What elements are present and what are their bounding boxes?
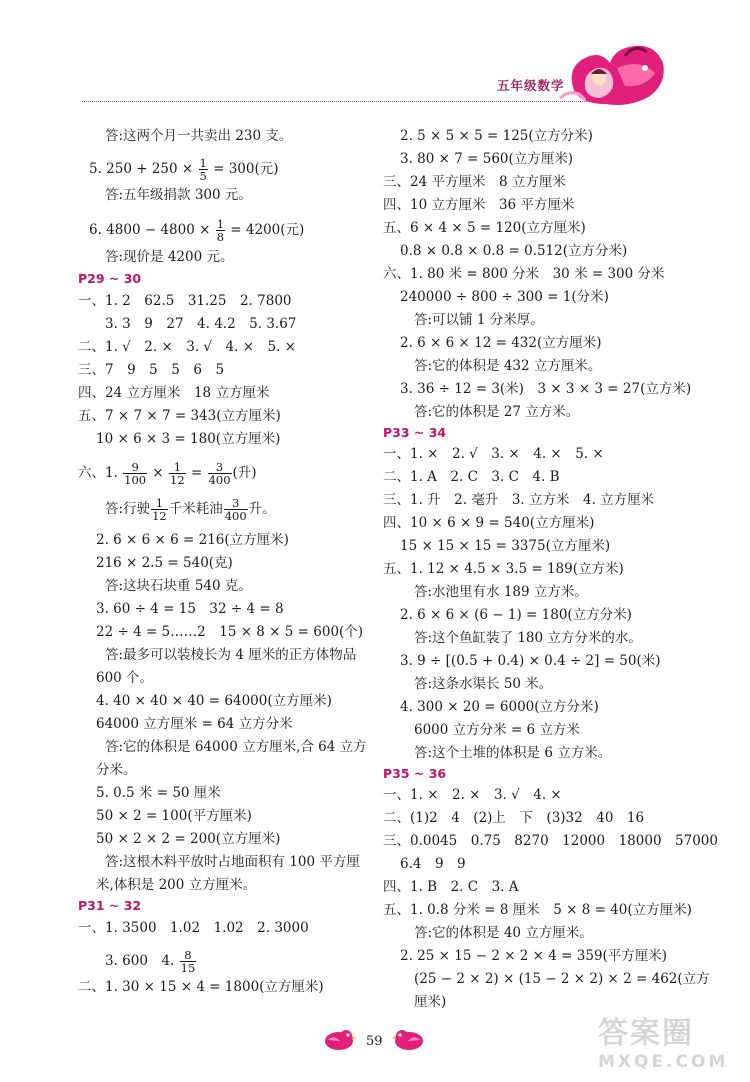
page-number: 59 bbox=[366, 1034, 383, 1049]
watermark-logo-text: 答案圈 bbox=[598, 1016, 694, 1051]
fraction-numerator: 1 bbox=[216, 217, 225, 231]
answer-text: 分米。 bbox=[96, 762, 137, 778]
answer-line bbox=[414, 994, 446, 1010]
fraction-denominator: 400 bbox=[208, 473, 231, 487]
fraction bbox=[151, 497, 168, 522]
answer-text: = bbox=[186, 465, 207, 481]
header-divider bbox=[82, 101, 587, 102]
fraction-numerator: 1 bbox=[199, 156, 207, 170]
watermark bbox=[598, 1016, 738, 1078]
answer-line bbox=[383, 833, 718, 849]
answer-line bbox=[89, 157, 279, 182]
answer-line bbox=[96, 808, 252, 824]
fraction-denominator: 100 bbox=[124, 473, 147, 487]
answer-text: 五、7 × 7 × 7 = 343(立方厘米) bbox=[78, 408, 281, 424]
answer-text: 3. 80 × 7 = 560(立方厘米) bbox=[400, 151, 574, 167]
answer-text: 22 ÷ 4 = 5……2 15 × 8 × 5 = 600(个) bbox=[96, 624, 364, 640]
answer-line bbox=[96, 693, 332, 709]
answer-text: 2. 5 × 5 × 5 = 125(立方分米) bbox=[400, 128, 593, 144]
fraction bbox=[169, 461, 186, 486]
answer-text: 5. 250 + 250 × bbox=[89, 161, 198, 177]
answer-text: 216 × 2.5 = 540(克) bbox=[96, 555, 233, 571]
answer-text: 六、1. bbox=[78, 465, 123, 481]
section-heading bbox=[78, 271, 141, 287]
answer-text: 一、1. 2 62.5 31.25 2. 7800 bbox=[78, 293, 292, 309]
section-heading bbox=[383, 766, 446, 782]
fraction bbox=[224, 497, 248, 522]
answer-line bbox=[414, 925, 593, 941]
answer-text: 2. 25 × 15 − 2 × 2 × 4 = 359(平方厘米) bbox=[400, 948, 668, 964]
answer-line bbox=[400, 128, 593, 144]
answer-text: 米,体积是 200 立方厘米。 bbox=[96, 877, 257, 893]
answer-line bbox=[96, 624, 363, 640]
answer-text: 三、1. 升 2. 毫升 3. 立方米 4. 立方厘米 bbox=[383, 492, 655, 508]
answer-text: 三、0.0045 0.75 8270 12000 18000 57000 bbox=[383, 833, 718, 849]
answer-text: 3. 60 ÷ 4 = 15 32 ÷ 4 = 8 bbox=[96, 601, 284, 617]
answer-text: 6000 立方分米 = 6 立方米 bbox=[414, 722, 580, 738]
answer-text: 三、7 9 5 5 6 5 bbox=[78, 362, 225, 378]
answer-text: = 300(元) bbox=[208, 161, 279, 177]
answer-line bbox=[78, 979, 324, 995]
answer-line bbox=[96, 831, 280, 847]
fraction-denominator: 12 bbox=[152, 509, 167, 523]
answer-text: 5. 0.5 米 = 50 厘米 bbox=[96, 785, 221, 801]
answer-line bbox=[78, 920, 309, 936]
answer-text: 五、6 × 4 × 5 = 120(立方厘米) bbox=[383, 220, 586, 236]
answer-line bbox=[414, 358, 601, 374]
answer-text: 10 × 6 × 3 = 180(立方厘米) bbox=[96, 431, 281, 447]
answer-text: = 4200(元) bbox=[226, 222, 305, 238]
answer-text: 0.8 × 0.8 × 0.8 = 0.512(立方分米) bbox=[400, 243, 628, 259]
fraction-numerator: 3 bbox=[224, 497, 248, 510]
answer-line bbox=[383, 469, 560, 485]
answer-line bbox=[96, 716, 293, 732]
answer-text: 一、1. 3500 1.02 1.02 2. 3000 bbox=[78, 920, 309, 936]
answer-text: 答:它的体积是 432 立方厘米。 bbox=[414, 358, 602, 374]
answer-text: 一、1. × 2. √ 3. × 4. × 5. × bbox=[383, 446, 604, 462]
answer-text: 三、24 平方厘米 8 立方厘米 bbox=[383, 174, 566, 190]
answer-text: 答:这根木料平放时占地面积有 100 平方厘 bbox=[105, 854, 360, 870]
answer-line bbox=[96, 601, 284, 617]
answer-text: (25 − 2 × 2) × (15 − 2 × 2) × 2 = 462(立方 bbox=[414, 971, 710, 987]
answer-text: 答:这块石块重 540 克。 bbox=[105, 578, 252, 594]
answer-line bbox=[414, 584, 588, 600]
answer-text: 二、(1)2 4 (2)上 下 (3)32 40 16 bbox=[383, 810, 645, 826]
answer-text: 4. 300 × 20 = 6000(立方分米) bbox=[400, 699, 599, 715]
answer-text: 答:水池里有水 189 立方米。 bbox=[414, 584, 588, 600]
fraction-numerator: 3 bbox=[208, 461, 232, 474]
answer-line bbox=[105, 316, 296, 332]
answer-text: 四、10 × 6 × 9 = 540(立方厘米) bbox=[383, 515, 595, 531]
answer-text: P35 ~ 36 bbox=[383, 766, 447, 781]
answer-line bbox=[414, 971, 710, 987]
fraction-denominator: 5 bbox=[199, 169, 207, 183]
answer-text: 50 × 2 = 100(平方厘米) bbox=[96, 808, 252, 824]
answer-text: 6. 4800 − 4800 × bbox=[89, 222, 215, 238]
answer-text: 答:这个土堆的体积是 6 立方米。 bbox=[414, 745, 612, 761]
answer-line bbox=[383, 197, 574, 213]
answer-line bbox=[383, 492, 654, 508]
answer-text: 二、1. √ 2. × 3. √ 4. × 5. × bbox=[78, 339, 296, 355]
answer-line bbox=[383, 810, 644, 826]
answer-line bbox=[383, 902, 692, 918]
answer-line bbox=[383, 174, 566, 190]
answer-line bbox=[78, 385, 269, 401]
answer-line bbox=[400, 653, 661, 669]
answer-text: 厘米) bbox=[414, 994, 447, 1010]
answer-text: 升。 bbox=[248, 501, 276, 517]
answer-line bbox=[400, 243, 627, 259]
fraction bbox=[208, 461, 232, 486]
answer-line bbox=[105, 739, 367, 755]
answer-line bbox=[414, 745, 611, 761]
answer-text: P33 ~ 34 bbox=[383, 425, 447, 440]
answer-line bbox=[105, 128, 292, 144]
answer-text: 答:这个鱼缸装了 180 立方分米的水。 bbox=[414, 630, 642, 646]
watermark-domain: MXQE.COM bbox=[598, 1052, 729, 1072]
answer-text: 答:它的体积是 64000 立方厘米,合 64 立方 bbox=[105, 739, 367, 755]
fraction-numerator: 1 bbox=[151, 497, 168, 510]
answer-line bbox=[96, 532, 289, 548]
answer-text: 答:它的体积是 40 立方厘米。 bbox=[414, 925, 593, 941]
answer-text: 答:可以铺 1 分米厚。 bbox=[414, 312, 544, 328]
answer-line bbox=[105, 647, 356, 663]
answer-text: 二、1. A 2. C 3. C 4. B bbox=[383, 469, 560, 485]
fraction bbox=[180, 949, 197, 974]
answer-text: 答:行驶 bbox=[105, 501, 151, 517]
answer-text: 64000 立方厘米 = 64 立方分米 bbox=[96, 716, 293, 732]
answer-text: 4. 40 × 40 × 40 = 64000(立方厘米) bbox=[96, 693, 332, 709]
answer-line bbox=[105, 497, 276, 522]
answer-text: P29 ~ 30 bbox=[78, 271, 142, 286]
answer-line bbox=[96, 431, 280, 447]
bird-left-icon bbox=[322, 1026, 356, 1052]
answer-line bbox=[383, 787, 562, 803]
answer-text: 五、1. 0.8 分米 = 8 厘米 5 × 8 = 40(立方厘米) bbox=[383, 902, 692, 918]
answer-line bbox=[96, 555, 233, 571]
answer-line bbox=[383, 266, 665, 282]
answer-line bbox=[78, 362, 224, 378]
answer-text: 四、1. B 2. C 3. A bbox=[383, 879, 519, 895]
answer-line bbox=[383, 220, 586, 236]
fraction-numerator: 9 bbox=[123, 461, 147, 474]
answer-text: 四、10 立方厘米 36 平方厘米 bbox=[383, 197, 575, 213]
answer-text: 答:它的体积是 27 立方米。 bbox=[414, 404, 580, 420]
answer-text: 五、1. 12 × 4.5 × 3.5 = 189(立方米) bbox=[383, 561, 624, 577]
answer-text: 2. 6 × 6 × 12 = 432(立方厘米) bbox=[400, 335, 602, 351]
answer-text: 四、24 立方厘米 18 立方厘米 bbox=[78, 385, 270, 401]
answer-line bbox=[96, 785, 221, 801]
fraction-denominator: 400 bbox=[224, 509, 247, 523]
answer-text: 千米耗油 bbox=[168, 501, 223, 517]
answer-text: × bbox=[148, 465, 169, 481]
answer-line bbox=[400, 335, 602, 351]
fraction-denominator: 15 bbox=[180, 961, 196, 975]
answer-line bbox=[105, 187, 252, 203]
answer-line bbox=[400, 538, 610, 554]
answer-line bbox=[78, 408, 281, 424]
answer-line bbox=[400, 856, 466, 872]
answer-text: 15 × 15 × 15 = 3375(立方厘米) bbox=[400, 538, 611, 554]
answer-text: 2. 6 × 6 × 6 = 216(立方厘米) bbox=[96, 532, 289, 548]
answer-text: P31 ~ 32 bbox=[78, 898, 142, 913]
answer-line bbox=[414, 312, 544, 328]
bird-right-icon bbox=[392, 1026, 426, 1052]
answer-line bbox=[105, 854, 360, 870]
answer-text: 六、1. 80 米 = 800 分米 30 米 = 300 分米 bbox=[383, 266, 665, 282]
fraction-denominator: 8 bbox=[216, 230, 225, 244]
answer-line bbox=[96, 877, 256, 893]
answer-line bbox=[400, 699, 599, 715]
answer-text: 答:最多可以装棱长为 4 厘米的正方体物品 bbox=[105, 647, 357, 663]
answer-text: 600 个。 bbox=[96, 670, 154, 686]
fish-girl-mascot-icon bbox=[555, 38, 670, 113]
answer-text: 二、1. 30 × 15 × 4 = 1800(立方厘米) bbox=[78, 979, 324, 995]
answer-text: 3. 36 ÷ 12 = 3(米) 3 × 3 × 3 = 27(立方米) bbox=[400, 381, 692, 397]
answer-text: 2. 6 × 6 × (6 − 1) = 180(立方分米) bbox=[400, 607, 632, 623]
answer-text: 答:这条水渠长 50 米。 bbox=[414, 676, 553, 692]
answer-text: 6.4 9 9 bbox=[400, 856, 466, 872]
answer-line bbox=[414, 404, 579, 420]
answer-line bbox=[383, 561, 624, 577]
answer-line bbox=[105, 949, 197, 974]
answer-line bbox=[414, 722, 580, 738]
header-title: 五年级数学 bbox=[497, 78, 565, 93]
fraction-denominator: 12 bbox=[170, 473, 185, 487]
answer-line bbox=[105, 249, 234, 265]
answer-text: (升) bbox=[232, 465, 257, 481]
fraction-numerator: 1 bbox=[169, 461, 186, 474]
answer-line bbox=[78, 339, 296, 355]
answer-text: 240000 ÷ 800 ÷ 300 = 1(分米) bbox=[400, 289, 609, 305]
fraction bbox=[123, 461, 147, 486]
answer-line bbox=[78, 293, 292, 309]
answer-line bbox=[414, 676, 552, 692]
answer-text: 答:现价是 4200 元。 bbox=[105, 249, 234, 265]
section-heading bbox=[383, 425, 446, 441]
answer-text: 答:这两个月一共卖出 230 支。 bbox=[105, 128, 293, 144]
answer-line bbox=[105, 578, 252, 594]
answer-line bbox=[383, 446, 604, 462]
answer-text: 3. 600 4. bbox=[105, 953, 179, 969]
answer-line bbox=[78, 461, 257, 486]
answer-line bbox=[400, 948, 667, 964]
answer-text: 50 × 2 × 2 = 200(立方厘米) bbox=[96, 831, 281, 847]
answer-line bbox=[383, 879, 519, 895]
fraction-numerator: 8 bbox=[180, 949, 197, 962]
fraction bbox=[199, 157, 208, 182]
answer-line bbox=[400, 151, 573, 167]
answer-text: 答:五年级捐款 300 元。 bbox=[105, 187, 252, 203]
fraction bbox=[216, 218, 225, 243]
answer-line bbox=[400, 289, 609, 305]
answer-text: 一、1. × 2. × 3. √ 4. × bbox=[383, 787, 562, 803]
answer-text: 3. 9 ÷ [(0.5 + 0.4) × 0.4 ÷ 2] = 50(米) bbox=[400, 653, 661, 669]
answer-line bbox=[414, 630, 642, 646]
answer-line bbox=[96, 762, 137, 778]
answer-line bbox=[89, 218, 304, 243]
answer-line bbox=[400, 381, 691, 397]
answer-line bbox=[96, 670, 153, 686]
answer-text: 3. 3 9 27 4. 4.2 5. 3.67 bbox=[105, 316, 297, 332]
answer-line bbox=[383, 515, 594, 531]
answer-line bbox=[400, 607, 632, 623]
section-heading bbox=[78, 898, 141, 914]
